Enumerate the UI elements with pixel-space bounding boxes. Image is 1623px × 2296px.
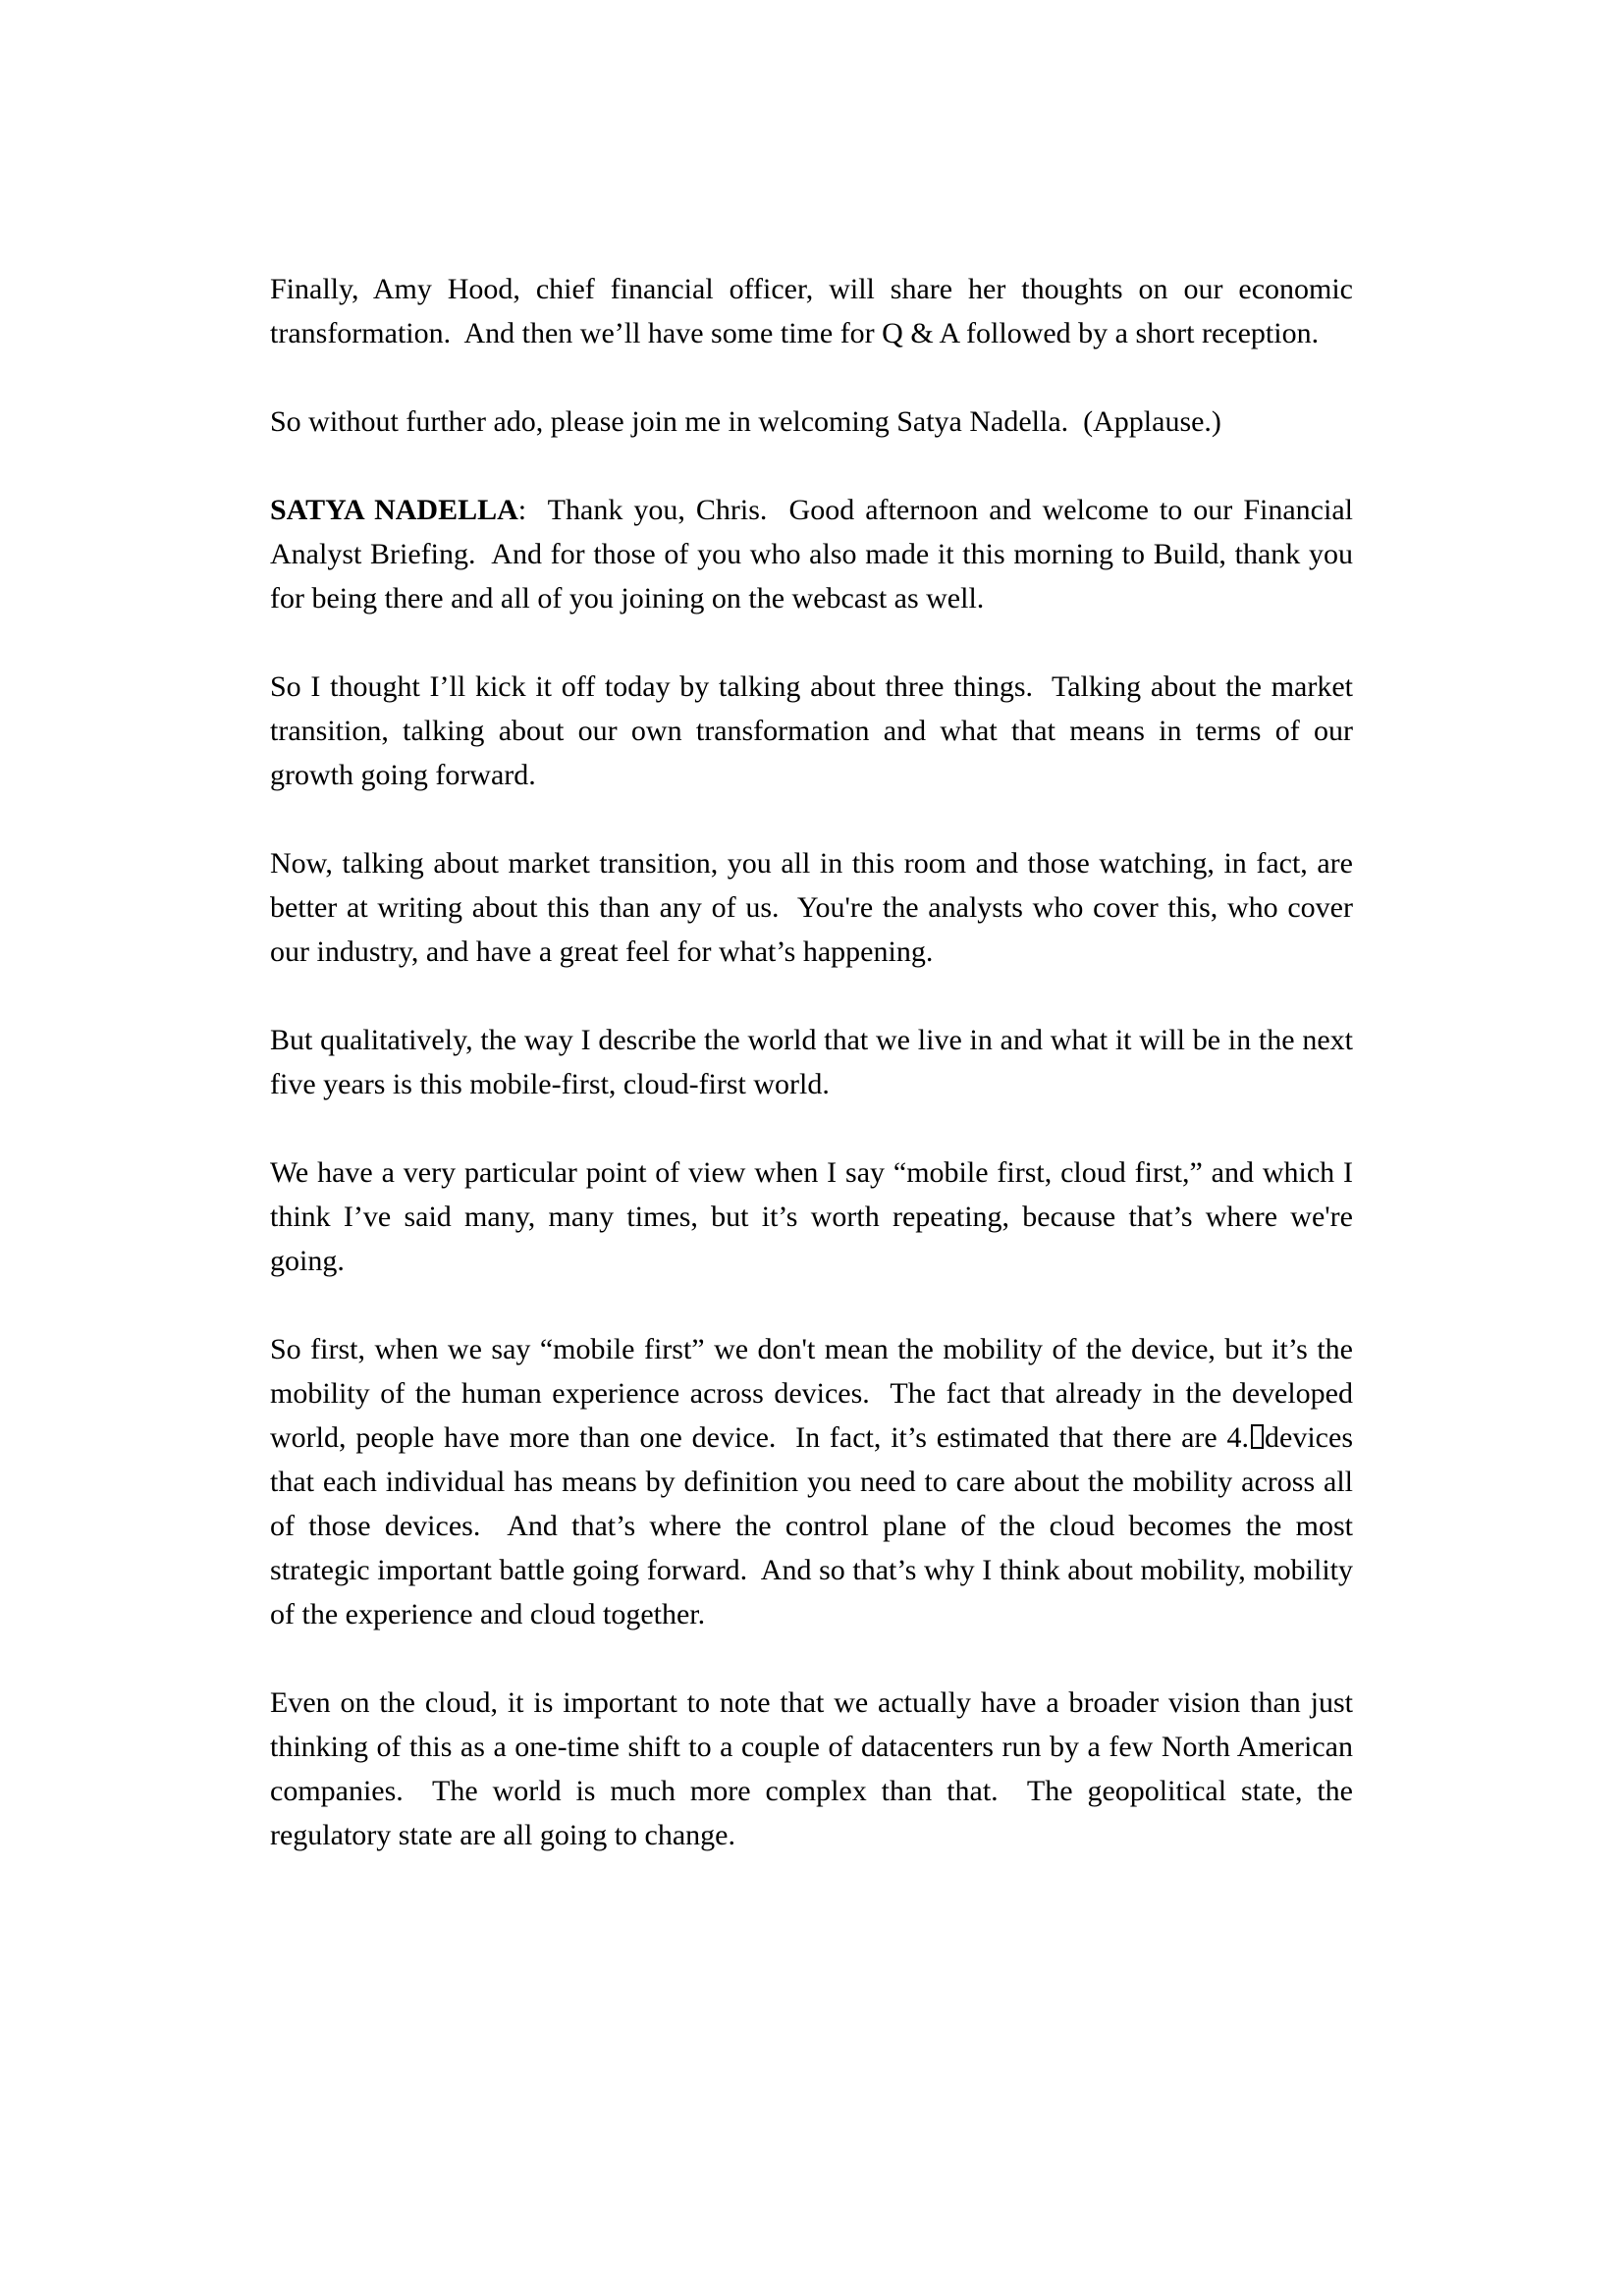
paragraph-text: : Thank you, Chris. Good afternoon and welcome to our Financial Analyst Briefing. And for those of you who also made it this morning to Build, thank you for being there and all of you joining on the webcast as well.	[270, 494, 1353, 614]
paragraph-8	[270, 1327, 1353, 1636]
paragraph-text: Even on the cloud, it is important to note that we actually have a broader vision than just thinking of this as a one-time shift to a couple of datacenters run by a few North American companies. The world is much more complex than that. The geopolitical state, the regulatory state are all going to change.	[270, 1686, 1353, 1851]
paragraph-text: devices that each individual has means by definition you need to care about the mobility across all of those devices. And that’s where the control plane of the cloud becomes the most strategic important battle going forward. And so that’s why I think about mobility, mobility of the experience and cloud together.	[270, 1421, 1353, 1630]
paragraph-4	[270, 665, 1353, 797]
paragraph-3	[270, 488, 1353, 620]
paragraph-text: So first, when we say “mobile first” we don't mean the mobility of the device, but it’s the mobility of the human experience across devices. The fact that already in the developed world, people have more than one device. In fact, it’s estimated that there are 4.	[270, 1333, 1353, 1454]
paragraph-2	[270, 400, 1353, 444]
paragraph-text: So without further ado, please join me in welcoming Satya Nadella. (Applause.)	[270, 405, 1221, 438]
paragraph-7	[270, 1150, 1353, 1283]
paragraph-9	[270, 1681, 1353, 1857]
speaker-name: SATYA NADELLA	[270, 494, 518, 526]
paragraph-5	[270, 841, 1353, 974]
paragraph-text: We have a very particular point of view when I say “mobile first, cloud first,” and which I think I’ve said many, many times, but it’s worth repeating, because that’s where we're going.	[270, 1156, 1353, 1277]
paragraph-6	[270, 1018, 1353, 1106]
paragraph-text: Now, talking about market transition, you all in this room and those watching, in fact, are better at writing about this than any of us. You're the analysts who cover this, who cover our industry, and have a great feel for what’s happening.	[270, 847, 1353, 968]
missing-glyph-box	[1251, 1424, 1264, 1449]
paragraph-1	[270, 267, 1353, 355]
paragraph-text: So I thought I’ll kick it off today by talking about three things. Talking about the market transition, talking about our own transformation and what that means in terms of our growth going forward.	[270, 670, 1353, 791]
transcript-text	[270, 267, 1353, 1857]
paragraph-text: But qualitatively, the way I describe the world that we live in and what it will be in the next five years is this mobile-first, cloud-first world.	[270, 1024, 1353, 1100]
paragraph-text: Finally, Amy Hood, chief financial officer, will share her thoughts on our economic transformation. And then we’ll have some time for Q & A followed by a short reception.	[270, 273, 1353, 349]
